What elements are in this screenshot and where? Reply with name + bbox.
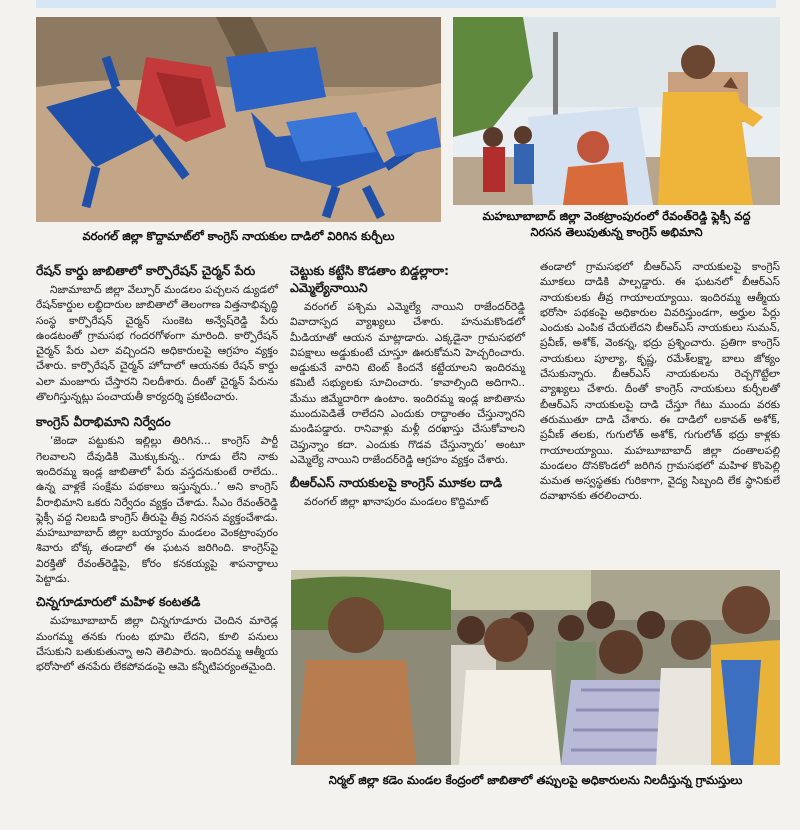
- photo-protester: [453, 17, 780, 205]
- column-left: [36, 262, 278, 682]
- photo-caption-chairs: వరంగల్ జిల్లా కొద్దామాట్‌లో కాంగ్రెస్ నాయకుల దాడిలో విరిగిన కుర్చీలు: [82, 229, 395, 243]
- headline-woman-tears: చిన్నగూడూరులో మహిళ కంటతడి: [36, 594, 201, 610]
- photo-villagers: [291, 570, 780, 765]
- caption-line-1: మహబూబాబాద్ జిల్లా వెంకట్రాంపురంలో రేవంత్‌రెడ్డి ఫ్లెక్సీ వద్ద: [482, 209, 751, 223]
- headline-mla-remarks: చెట్టుకు కట్టేసి కొడతాం బిడ్డల్లారా: ఎమ్మెల్యేనాయిని: [290, 263, 449, 295]
- article-woman-tears: మహబూబాబాద్ జిల్లా చిన్నగూడూరు చెందిన మారెడ్ల మంగమ్మ తనకు గుంట భూమి లేదని, కూలి పనులు చేసుకుని బతుకుతున్నా అని తెలిపారు. ఇందిరమ్మ ఆత్మీయ భరోసాలో తనపేరు లేకపోవడంపై ఆమె కన్నీటిపర్యంతమైంది.: [36, 615, 278, 674]
- column-right: [540, 260, 780, 511]
- caption-line-2: నిరసన తెలుపుతున్న కాంగ్రెస్ అభిమాని: [530, 225, 703, 239]
- article-brs-attack-continued: తండాలో గ్రామసభలో బీఆర్‌ఎస్ నాయకులపై కాంగ్రెస్ మూకలు దాడికి పాల్పడ్డారు. ఈ ఘటనలో బీఆర్‌ఎస్ నాయకులకు తీవ్ర గాయాలయ్యాయి. ఇందిరమ్మ ఆత్మీయ భరోసా పథకంపై అధికారుల వివరిస్తుండగా, అర్హుల పేర్లు ఎందుకు ఎంపిక చేయలేదని బీఆర్‌ఎస్ నాయకులు సుమన్, ప్రవీణ్, అశోక్, వెంకన్న, భద్రు ప్రశ్నించారు. ప్రతిగా కాంగ్రెస్ నాయకులు పూల్యా, కృష్ణ, రమేశ్‌లక్ష్మా, బాలు జోక్యం చేసుకున్నారు. బీఆర్‌ఎస్ నాయకులను రెచ్చగొట్టేలా వ్యాఖ్యలు చేశారు. దీంతో కాంగ్రెస్ నాయకులు కుర్చీలతో బీఆర్‌ఎస్ నాయకులపై దాడి చేస్తూ గేటు ముందు వరకు తరుముతూ దాడి చేశారు. ఈ దాడిలో లకావత్ అశోక్, ప్రవీణ్ తలకు, గుగులోత్ అశోక్, గుగులోత్ భద్రు కాళ్లకు గాయాలయ్యాయి. మహబూబాబాద్ జిల్లా దంతాలపల్లి మండలం దొనకొండలో జరిగిన గ్రామసభలో మహిళ కొంపెల్లి మమత అస్వస్థతకు గురికాగా, వైద్య సిబ్బంది లేక స్థానికులే దవాఖానకు తరలించారు.: [540, 261, 780, 503]
- photo-broken-chairs: [36, 17, 441, 222]
- article-ration-card: నిజామాబాద్ జిల్లా వేల్పూర్ మండలం పచ్చలన డ్యుడలో రేషన్‌కార్డుల లబ్ధిదారుల జాబితాలో తెలంగాణ విత్తనాభివృద్ధి సంస్థ కార్పొరేషన్ చైర్మన్ సుంకెట అన్వేష్‌రెడ్డి పేరు ఉండటంతో గ్రామసభ గందరగోళంగా మారింది. కార్పొరేషన్ చైర్మన్ పేరు ఎలా వచ్చిందని అధికారులపై ఆగ్రహం వ్యక్తం చేశారు. కార్పొరేషన్ చైర్మన్ హోదాలో ఆయనకు రేషన్ కార్డు ఎలా మంజూరు చేస్తారని నిలదీశారు. దీంతో చైర్మన్ పేరును తొలగిస్తున్నట్లు పంచాయతీ కార్యదర్శి ప్రకటించారు.: [36, 284, 278, 404]
- headline-brs-attack: బీఆర్‌ఎస్ నాయకులపై కాంగ్రెస్ మూకల దాడి: [290, 475, 503, 491]
- headline-ration-card: రేషన్ కార్డు జాబితాలో కార్పొరేషన్ చైర్మన్ పేరు: [36, 263, 256, 278]
- article-congress-fan: ‘జెండా పట్టుకుని ఇల్లిల్లు తిరిగిన... కాంగ్రెస్ పార్టీ గెలవాలని దేవుడికి మొక్కుకున్న.. గూడు లేని నాకు ఇందిరమ్మ ఇండ్ల జాబితాలో పేరు వస్తదనుకుంటే రాలేదు.. ఉన్న వాళ్లకే సంక్షేమ పథకాలు ఇస్తున్నరు..’ అని కాంగ్రెస్ వీరాభిమాని ఒకరు నిర్వేదం వ్యక్తం చేశాడు. సీఎం రేవంత్‌రెడ్డి ఫ్లెక్సీ వద్ద నిలబడి కాంగ్రెస్ తీరుపై తీవ్ర నిరసన వ్యక్తంచేశాడు. మహబూబాబాద్ జిల్లా బయ్యారం మండలం వెంకట్రాంపురం శివారు బోక్క తండాలో ఈ ఘటన జరిగింది. కాంగ్రెస్‌పై విరక్తితో రేవంత్‌రెడ్డిపై, కోరం కనకయ్యపై శాపనార్థాలు పెట్టాడు.: [36, 435, 278, 586]
- photo-caption-protester: [453, 208, 780, 240]
- headline-congress-fan: కాంగ్రెస్ వీరాభిమాని నిర్వేదం: [36, 414, 171, 430]
- article-brs-attack-start: వరంగల్ జిల్లా ఖానాపురం మండలం కొద్దిమాట్: [304, 496, 489, 509]
- photo-caption-villagers: నిర్మల్ జిల్లా కడెం మండల కేంద్రంలో జాబితాలో తప్పులపై అధికారులను నిలదీస్తున్న గ్రామస్తులు: [328, 773, 743, 787]
- header-strip: [36, 0, 776, 8]
- column-middle: [290, 262, 525, 517]
- article-mla-remarks: వరంగల్ పశ్చిమ ఎమ్మెల్యే నాయిని రాజేందర్‌రెడ్డి వివాదాస్పద వ్యాఖ్యలు చేశారు. హనుమకొండలో మీడియాతో ఆయన మాట్లాడారు. ఎక్కడైనా గ్రామసభలో విపక్షాలు అడ్డుకుంటే చూస్తూ ఊరుకోమని హెచ్చరించారు. అడ్డుకునే వారిని టెంట్ కిందనే కట్టేయాలని ఇందిరమ్మ కమిటీ సభ్యులకు సూచించారు. ‘కావాల్సింది అదిగాని.. మేము జిమ్మేదారిగా ఉంటాం. ఇందిరమ్మ ఇండ్ల జాబితాను ముందుపెడితే రాలేదని ఎందుకు రాద్ధాంతం చేస్తున్నారని మండిపడ్డారు. రానివాళ్లు మళ్లీ దరఖాస్తు చేసుకోవాలని చెప్తున్నాం కదా. ఎందుకు గొడవ చేస్తున్నారు’ అంటూ ఎమ్మెల్యే నాయిని రాజేందర్‌రెడ్డి ఆగ్రహం వ్యక్తం చేశారు.: [290, 301, 525, 466]
